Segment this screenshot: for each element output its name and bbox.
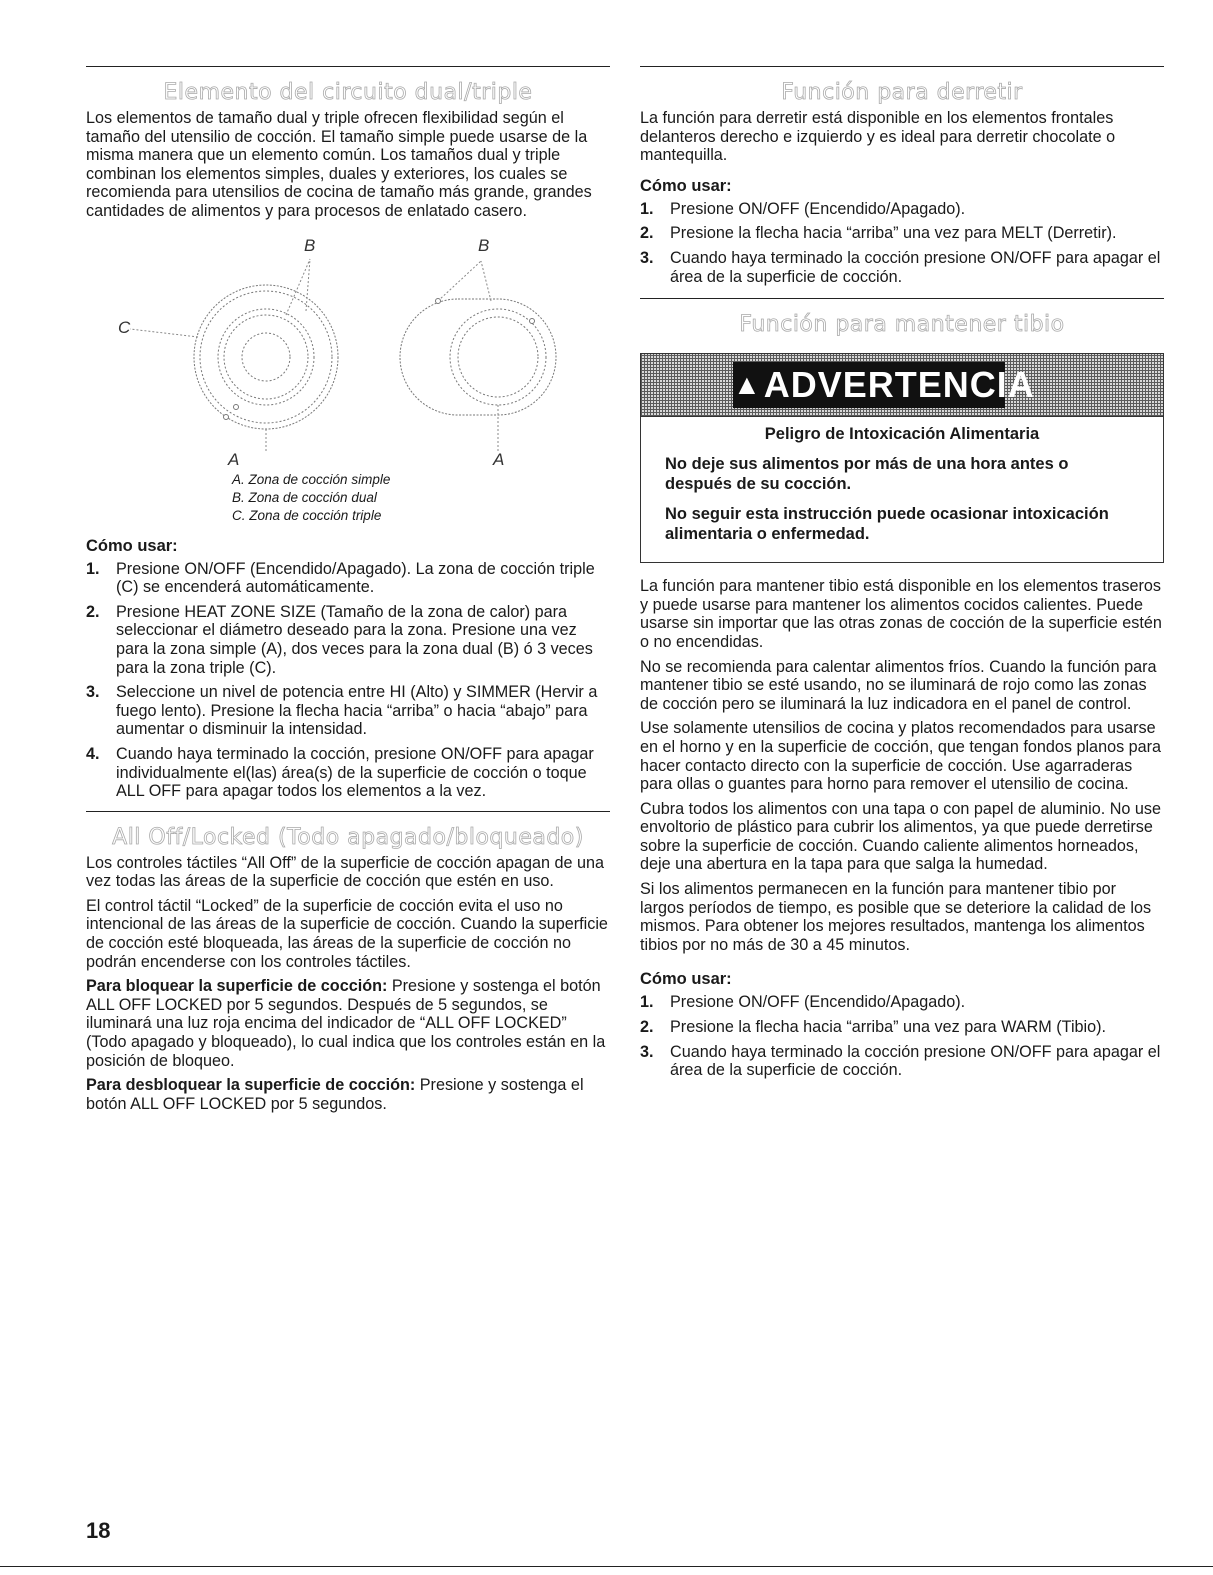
section-rule xyxy=(86,66,610,67)
label-a-right: A xyxy=(493,449,505,469)
step-number: 2. xyxy=(86,602,100,621)
step-number: 1. xyxy=(640,993,654,1012)
step-item xyxy=(86,745,610,801)
label-c: C xyxy=(118,317,131,337)
warning-label: ADVERTENCIA xyxy=(763,364,1035,406)
warm-p3: Use solamente utensilios de cocina y platos recomendados para usarse en el horno y en la superficie de cocción, que tengan fondos planos para hacer contacto directo con la superficie de cocción. Use agarraderas para ollas o guantes para horno para remover el utensilio de cocina. xyxy=(640,719,1162,794)
warning-box xyxy=(640,353,1164,563)
step-number: 4. xyxy=(86,744,100,763)
label-b-right: B xyxy=(478,235,490,255)
warm-p5: Si los alimentos permanecen en la función para mantener tibio por largos períodos de tiempo, es posible que se deteriore la calidad de los mismos. Para obtener los mejores resultados, mantenga los alimentos tibios por no más de 30 a 45 minutos. xyxy=(640,880,1152,954)
how-to-heading: Cómo usar: xyxy=(86,536,178,555)
right-column xyxy=(640,66,1164,1086)
step-number: 3. xyxy=(640,1042,654,1061)
all-off-title: All Off/Locked (Todo apagado/bloqueado) xyxy=(112,824,584,850)
step-text: Presione la flecha hacia “arriba” una vez para WARM (Tibio). xyxy=(670,1018,1107,1037)
warning-line-2: No seguir esta instrucción puede ocasionar intoxicación alimentaria o enfermedad. xyxy=(665,505,1109,544)
step-number: 1. xyxy=(86,559,100,578)
bottom-rule xyxy=(0,1566,1213,1567)
melt-steps xyxy=(640,200,1164,286)
warm-title: Función para mantener tibio xyxy=(739,312,1065,338)
caption-b: B. Zona de cocción dual xyxy=(232,489,377,505)
step-text: Cuando haya terminado la cocción presione ON/OFF para apagar el área de la superficie de cocción. xyxy=(670,1042,1161,1080)
lock-text: Presione y sostenga el botón ALL OFF LOCKED por 5 segundos. Después de 5 segundos, se iluminará una luz roja encima del indicador de “ALL OFF LOCKED” (Todo apagado y bloqueado), lo cual indica que los controles están en la posición de bloqueo. xyxy=(86,977,606,1070)
warm-p2: No se recomienda para calentar alimentos fríos. Cuando la función para mantener tibio se esté usando, no se iluminará de rojo como las zonas de cocción pero se iluminará la luz indicadora en el panel de control. xyxy=(640,657,1157,713)
step-item xyxy=(640,1018,1164,1037)
step-number: 3. xyxy=(640,248,654,267)
step-text: Presione ON/OFF (Encendido/Apagado). xyxy=(670,993,966,1012)
how-to-heading: Cómo usar: xyxy=(640,176,732,195)
lock-lead: Para bloquear la superficie de cocción: xyxy=(86,977,388,996)
unlock-lead: Para desbloquear la superficie de cocción: xyxy=(86,1076,416,1095)
dual-triple-intro: Los elementos de tamaño dual y triple ofrecen flexibilidad según el tamaño del utensilio de cocción. El tamaño simple puede usarse de la misma manera que un elemento común. Los tamaños dual y triple combinan los elementos simples, duales y exteriores, los cuales se recomienda para utensilios de cocina de tamaño más grande, grandes cantidades de alimentos y para procesos de enlatado casero. xyxy=(86,109,592,220)
step-item xyxy=(640,249,1164,286)
step-text: Cuando haya terminado la cocción presione ON/OFF para apagar el área de la superficie de cocción. xyxy=(670,248,1161,286)
step-item xyxy=(86,560,610,597)
step-text: Presione ON/OFF (Encendido/Apagado). xyxy=(670,199,966,218)
step-item xyxy=(640,224,1164,243)
cooktop-element-diagram xyxy=(86,229,610,469)
unlock-paragraph xyxy=(86,1076,610,1113)
figure-caption xyxy=(232,471,610,525)
step-number: 1. xyxy=(640,199,654,218)
step-text: Presione la flecha hacia “arriba” una vez para MELT (Derretir). xyxy=(670,224,1117,243)
left-column xyxy=(86,66,610,1119)
step-number: 2. xyxy=(640,1018,654,1037)
dual-triple-steps xyxy=(86,560,610,801)
warning-title: Peligro de Intoxicación Alimentaria xyxy=(764,425,1040,444)
step-item xyxy=(86,683,610,739)
step-item xyxy=(640,993,1164,1012)
melt-title: Función para derretir xyxy=(781,80,1023,105)
melt-intro: La función para derretir está disponible en los elementos frontales delanteros derecho e izquierdo y es ideal para derretir chocolate o mantequilla. xyxy=(640,109,1116,165)
caption-c: C. Zona de cocción triple xyxy=(232,507,382,523)
warm-steps xyxy=(640,993,1164,1079)
all-off-p2: El control táctil “Locked” de la superficie de cocción evita el uso no intencional de las áreas de la superficie de cocción. Cuando la superficie de cocción esté bloqueada, las áreas de la superficie de cocción no podrán encenderse con los controles táctiles. xyxy=(86,896,608,971)
caption-a: A. Zona de cocción simple xyxy=(232,471,391,487)
step-item xyxy=(640,200,1164,219)
step-number: 2. xyxy=(640,224,654,243)
step-text: Cuando haya terminado la cocción, presione ON/OFF para apagar individualmente el(las) área(s) de la superficie de cocción o toque ALL OFF para apagar todos los elementos a la vez. xyxy=(116,744,594,801)
section-rule xyxy=(640,298,1164,299)
unlock-text: Presione y sostenga el botón ALL OFF LOCKED por 5 segundos. xyxy=(86,1076,584,1113)
step-text: Seleccione un nivel de potencia entre HI (Alto) y SIMMER (Hervir a fuego lento). Presione la flecha hacia “arriba” o hacia “abajo” para aumentar o disminuir la intensidad. xyxy=(116,683,598,739)
dual-triple-title: Elemento del circuito dual/triple xyxy=(163,80,533,105)
step-item xyxy=(640,1043,1164,1080)
warm-p4: Cubra todos los alimentos con una tapa o con papel de aluminio. No use envoltorio de plástico para cubrir los alimentos, ya que puede derretirse sobre la superficie de cocción. Cuando caliente alimentos horneados, deje una abertura en la tapa para que salga la humedad. xyxy=(640,799,1162,874)
warning-body xyxy=(641,417,1163,562)
section-rule xyxy=(640,66,1164,67)
section-rule xyxy=(86,811,610,812)
step-text: Presione HEAT ZONE SIZE (Tamaño de la zona de calor) para seleccionar el diámetro deseado para la zona. Presione una vez para la zona simple (A), dos veces para la zona dual (B) ó 3 veces para la zona triple (C). xyxy=(116,602,593,677)
warning-line-1: No deje sus alimentos por más de una hora antes o después de su cocción. xyxy=(665,455,1069,494)
lock-paragraph xyxy=(86,977,610,1070)
warm-p1: La función para mantener tibio está disponible en los elementos traseros y puede usarse para mantener los alimentos cocidos calientes. Puede usarse sin importar que las otras zonas de cocción de la superficie estén o no encendidas. xyxy=(640,577,1162,651)
step-item xyxy=(86,603,610,677)
label-b-left: B xyxy=(304,235,316,255)
warning-banner xyxy=(733,362,1035,408)
label-a-left: A xyxy=(228,449,240,469)
how-to-heading: Cómo usar: xyxy=(640,970,732,989)
step-number: 3. xyxy=(86,683,100,702)
warning-triangle-icon: ▲ xyxy=(733,369,762,401)
page-number: 18 xyxy=(86,1518,111,1543)
element-zones-svg xyxy=(86,229,610,469)
all-off-p1: Los controles táctiles “All Off” de la superficie de cocción apagan de una vez todas las áreas de la superficie de cocción que estén en uso. xyxy=(86,853,604,891)
warning-header xyxy=(641,354,1163,417)
step-text: Presione ON/OFF (Encendido/Apagado). La zona de cocción triple (C) se encenderá automáticamente. xyxy=(116,559,595,597)
